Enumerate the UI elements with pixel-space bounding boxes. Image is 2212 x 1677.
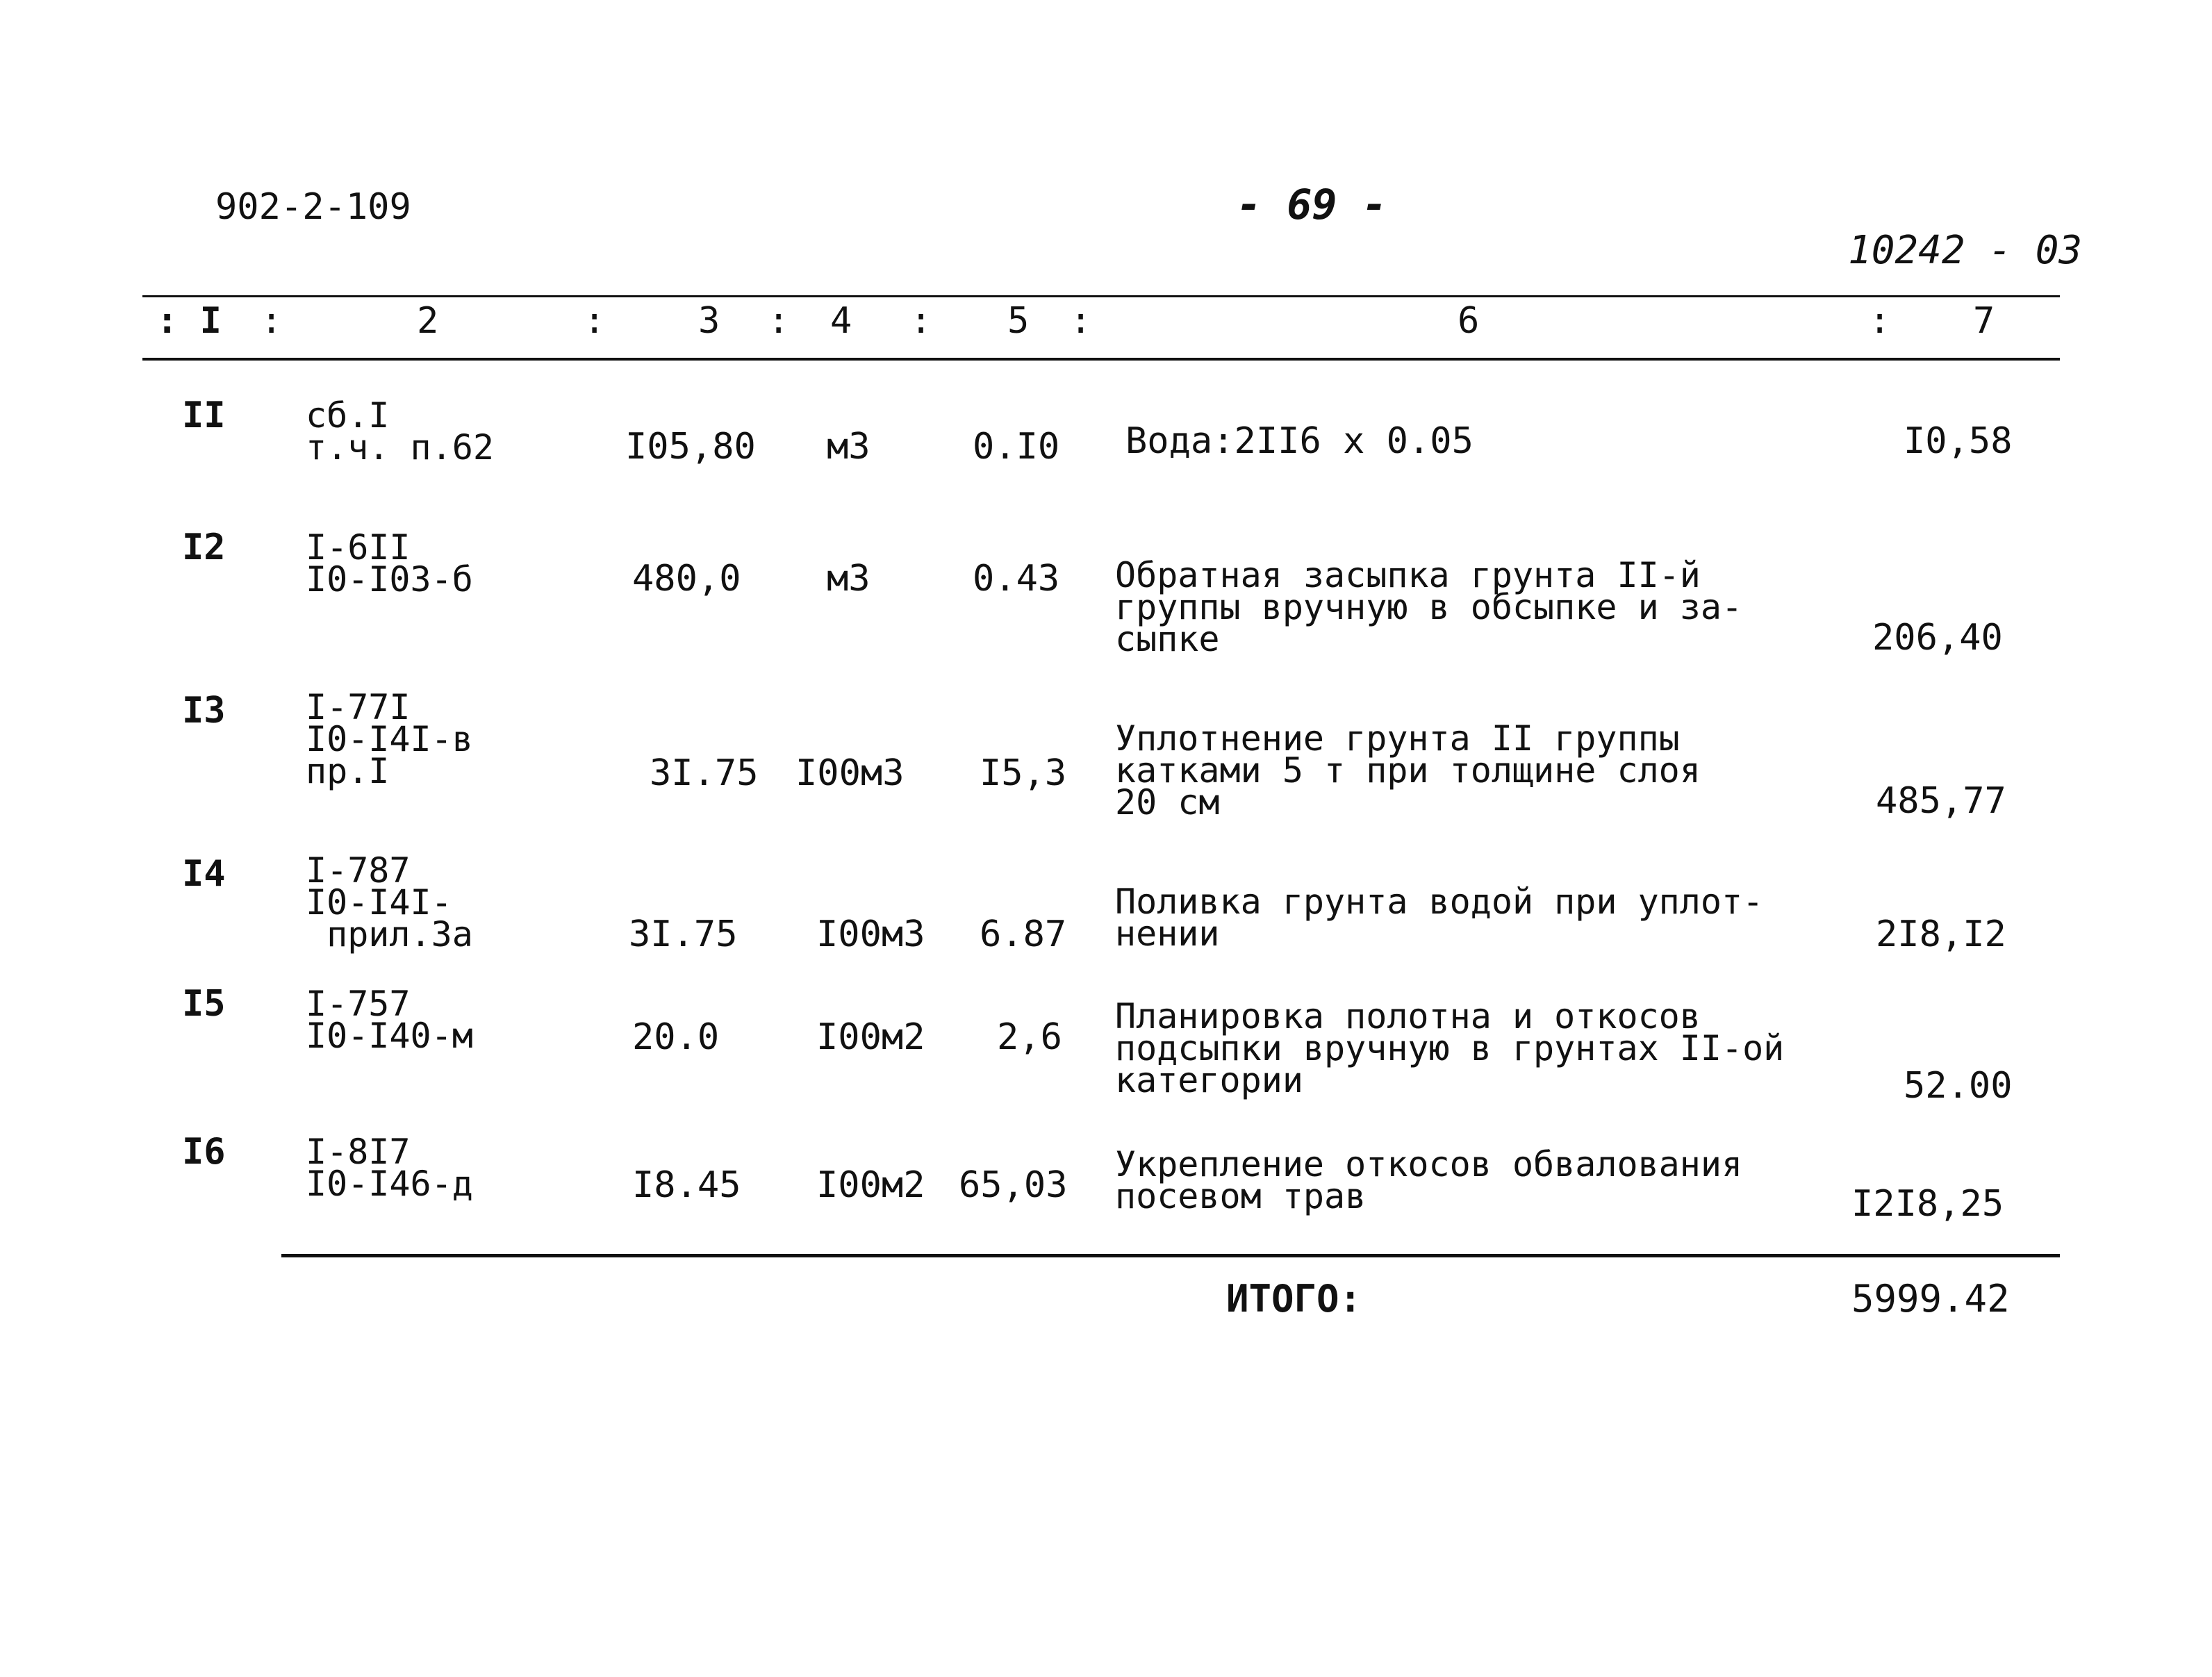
row-total: 485,77 [1876, 780, 2006, 822]
norm-code: I-757 I0-I40-м [306, 984, 473, 1056]
norm-code: I-787 I0-I4I- прил.3а [306, 850, 473, 955]
total-rule [281, 1254, 2060, 1257]
norm-code: I-8I7 I0-I46-д [306, 1132, 473, 1204]
unit-rate: 0.I0 [973, 426, 1060, 468]
row-number: I6 [182, 1131, 226, 1173]
unit: I00м2 [816, 1164, 925, 1206]
work-description: Уплотнение грунта II группы катками 5 т при толщине слоя 20 см [1115, 718, 1701, 823]
unit: м3 [827, 426, 870, 468]
unit-rate: 65,03 [959, 1164, 1068, 1206]
unit-rate: 6.87 [980, 914, 1067, 955]
document-code: 902-2-109 [215, 186, 411, 228]
unit-rate: 2,6 [997, 1016, 1062, 1058]
quantity: 3I.75 [629, 914, 738, 955]
column-separator: : [768, 300, 790, 342]
column-header-7: 7 [1973, 300, 1995, 342]
page-number: - 69 - [1237, 181, 1387, 229]
unit-rate: 0.43 [973, 558, 1060, 600]
work-description: Планировка полотна и откосов подсыпки вручную в грунтах II-ой категории [1115, 996, 1785, 1100]
quantity: 480,0 [632, 558, 741, 600]
column-separator: : [261, 300, 283, 342]
total-label: ИТОГО: [1226, 1277, 1362, 1321]
column-separator: : [1869, 300, 1891, 342]
row-total: I0,58 [1904, 420, 2013, 462]
norm-code: I-6II I0-I03-б [306, 527, 473, 600]
unit: I00м2 [816, 1016, 925, 1058]
work-description: Поливка грунта водой при уплот- нении [1115, 882, 1764, 954]
column-header-5: 5 [1007, 300, 1030, 342]
norm-code: I-77I I0-I4I-в пр.I [306, 687, 473, 791]
work-description: Укрепление откосов обвалования посевом трав [1115, 1144, 1743, 1216]
unit-rate: I5,3 [980, 752, 1067, 794]
row-number: II [182, 395, 226, 436]
work-description: Вода:2II6 х 0.05 [1125, 420, 1474, 462]
work-description: Обратная засыпка грунта II-й группы вручную в обсыпке и за- сыпке [1115, 555, 1743, 659]
column-header-2: 2 [417, 300, 439, 342]
column-separator: : [910, 300, 932, 342]
column-header-3: 3 [698, 300, 720, 342]
column-header-4: 4 [830, 300, 852, 342]
column-separator: : [584, 300, 606, 342]
quantity: I8.45 [632, 1164, 741, 1206]
reference-number: 10242 - 03 [1848, 228, 2083, 273]
quantity: 3I.75 [650, 752, 759, 794]
header-bottom-rule [142, 358, 2060, 361]
table-top-rule [142, 295, 2060, 297]
row-total: 206,40 [1872, 617, 2003, 659]
row-total: I2I8,25 [1851, 1183, 2004, 1225]
quantity: I05,80 [625, 426, 756, 468]
unit: м3 [827, 558, 870, 600]
row-number: I4 [182, 853, 226, 895]
quantity: 20.0 [632, 1016, 720, 1058]
column-header-6: 6 [1458, 300, 1480, 342]
norm-code: сб.I т.ч. п.62 [306, 395, 494, 468]
row-number: I3 [182, 690, 226, 732]
column-header-1: : I [156, 300, 222, 342]
column-separator: : [1070, 300, 1092, 342]
row-total: 2I8,I2 [1876, 914, 2006, 955]
unit: I00м3 [795, 752, 905, 794]
row-number: I5 [182, 983, 226, 1025]
unit: I00м3 [816, 914, 925, 955]
grand-total: 5999.42 [1851, 1277, 2010, 1321]
row-number: I2 [182, 527, 226, 568]
row-total: 52.00 [1904, 1065, 2013, 1107]
